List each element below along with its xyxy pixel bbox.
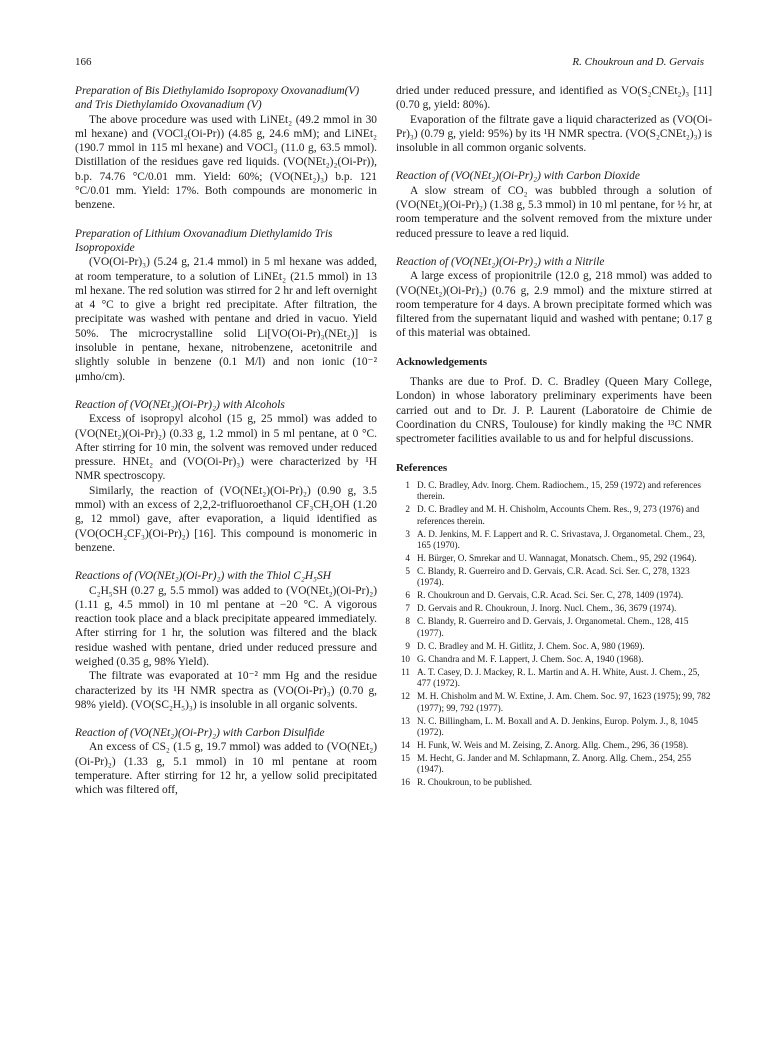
reference-number: 11 bbox=[401, 666, 410, 677]
reference-text: A. D. Jenkins, M. F. Lappert and R. C. Srivastava, J. Organometal. Chem., 23, 165 (1970). bbox=[417, 528, 705, 551]
reference-text: H. Funk, W. Weis and M. Zeising, Z. Anorg. Allg. Chem., 296, 36 (1958). bbox=[417, 740, 689, 751]
section-title: Reaction of (VO(NEt₂)(Oi-Pr)₂) with Carbon Dioxide bbox=[396, 170, 640, 183]
paragraph: A slow stream of CO₂ was bubbled through a solution of (VO(NEt₂)(Oi-Pr)₂) (1.38 g, 5.3 mmol) in 10 ml pentane, for ½ hr, at room temperature and the solvent removed from the mixture under reduced pressure to leave a red liquid. bbox=[396, 184, 712, 240]
reference-text: A. T. Casey, D. J. Mackey, R. L. Martin and A. H. White, Aust. J. Chem., 25, 477 (1972). bbox=[417, 666, 700, 689]
paragraph: The filtrate was evaporated at 10⁻² mm Hg and the residue characterized by its ¹H NMR spectra as (VO(Oi-Pr)₃) (0.70 g, 98% yield). (VO(SC₂H₅)₃) is insoluble in all organic solvents. bbox=[75, 670, 377, 711]
paragraph: dried under reduced pressure, and identified as VO(S₂CNEt₂)₃ [11] (0.70 g, yield: 80%). bbox=[396, 85, 712, 112]
reference-text: R. Choukroun and D. Gervais, C.R. Acad. Sci. Ser. C, 278, 1409 (1974). bbox=[417, 590, 684, 601]
page-number: 166 bbox=[75, 56, 92, 68]
reference-text: H. Bürger, O. Smrekar and U. Wannagat, Monatsch. Chem., 95, 292 (1964). bbox=[417, 553, 697, 564]
reference-item bbox=[396, 553, 712, 564]
reference-number: 2 bbox=[405, 504, 410, 515]
right-column bbox=[396, 84, 712, 790]
section-bis-diethylamido bbox=[75, 84, 377, 213]
reference-text: R. Choukroun, to be published. bbox=[417, 777, 533, 788]
section-title: Reaction of (VO(NEt₂)(Oi-Pr)₂) with Alcohols bbox=[75, 398, 285, 411]
section-carbon-disulfide bbox=[75, 726, 377, 797]
reference-number: 3 bbox=[405, 528, 410, 539]
section-alcohols bbox=[75, 398, 377, 555]
paragraph: Evaporation of the filtrate gave a liquid characterized as (VO(Oi-Pr)₃) (0.79 g, yield: 95%) by its ¹H NMR spectra. (VO(S₂CNEt₂)₃) is insoluble in all common organic solvents. bbox=[396, 113, 712, 155]
section-title: Preparation of Lithium Oxovanadium Diethylamido Tris Isopropoxide bbox=[75, 227, 333, 254]
section-nitrile bbox=[396, 255, 712, 341]
reference-number: 10 bbox=[400, 653, 410, 664]
section-title: Reactions of (VO(NEt₂)(Oi-Pr)₂) with the Thiol C₂H₅SH bbox=[75, 570, 331, 583]
reference-text: N. C. Billingham, L. M. Boxall and A. D. Jenkins, Europ. Polym. J., 8, 1045 (1972). bbox=[417, 715, 698, 738]
reference-number: 9 bbox=[405, 640, 410, 651]
references-list bbox=[396, 480, 712, 789]
acknowledgements-heading: Acknowledgements bbox=[396, 355, 488, 368]
reference-text: C. Blandy, R. Guerreiro and D. Gervais, C.R. Acad. Sci. Ser. C, 278, 1323 (1974). bbox=[417, 566, 690, 588]
reference-item bbox=[396, 716, 712, 739]
reference-number: 15 bbox=[400, 753, 410, 764]
reference-number: 14 bbox=[400, 740, 410, 751]
reference-number: 5 bbox=[405, 566, 410, 577]
reference-number: 4 bbox=[405, 553, 410, 564]
section-acknowledgements bbox=[396, 355, 712, 447]
running-head: R. Choukroun and D. Gervais bbox=[572, 56, 704, 68]
reference-item bbox=[396, 529, 712, 552]
paragraph: An excess of CS₂ (1.5 g, 19.7 mmol) was added to (VO(NEt₂)(Oi-Pr)₂) (1.33 g, 5.1 mmol) in 10 ml pentane at room temperature. After stirring for 12 hr, a yellow solid precipitated which was filtered off, bbox=[75, 741, 377, 797]
section-lithium-oxovanadium bbox=[75, 227, 377, 384]
paragraph: A large excess of propionitrile (12.0 g, 218 mmol) was added to (VO(NEt₂)(Oi-Pr)₂) (0.76 g, 2.9 mmol) and the mixture stirred at room temperature for 4 days. A brown precipitate formed which was filtered from the supernatant liquid and washed with pentane; 0.17 g of this material was obtained. bbox=[396, 270, 712, 340]
reference-text: G. Chandra and M. F. Lappert, J. Chem. Soc. A, 1940 (1968). bbox=[417, 653, 644, 664]
references-section bbox=[396, 461, 712, 789]
section-thiol bbox=[75, 569, 377, 712]
reference-item bbox=[396, 654, 712, 665]
reference-item bbox=[396, 566, 712, 589]
reference-number: 8 bbox=[405, 616, 410, 627]
reference-number: 6 bbox=[405, 590, 410, 601]
paragraph: Excess of isopropyl alcohol (15 g, 25 mmol) was added to (VO(NEt₂)(Oi-Pr)₂) (0.33 g, 1.2 mmol) in 5 ml pentane, at 0 °C. After stirring for 10 min, the solvent was removed under reduced pressure. HNEt₂ and (VO(Oi-Pr)₃) were characterized by ¹H NMR spectroscopy. bbox=[75, 413, 377, 483]
reference-text: D. C. Bradley and M. H. Gitlitz, J. Chem. Soc. A, 980 (1969). bbox=[417, 640, 645, 651]
references-heading: References bbox=[396, 461, 448, 474]
reference-item bbox=[396, 777, 712, 788]
reference-text: D. C. Bradley, Adv. Inorg. Chem. Radiochem., 15, 259 (1972) and references therein. bbox=[417, 479, 701, 502]
reference-number: 1 bbox=[405, 479, 410, 490]
section-title: Reaction of (VO(NEt₂)(Oi-Pr)₂) with a Nitrile bbox=[396, 255, 605, 268]
paragraph: C₂H₅SH (0.27 g, 5.5 mmol) was added to (VO(NEt₂)(Oi-Pr)₂) (1.11 g, 4.5 mmol) in 10 ml pentane at −20 °C. A vigorous reaction took place and a black precipitate appeared immediately. After stirring for 1 hr, the solution was filtered and the black residue washed with pentane, dried under reduced pressure and weighed (0.35 g, 98% Yield). bbox=[75, 584, 377, 668]
reference-item bbox=[396, 740, 712, 751]
reference-text: C. Blandy, R. Guerreiro and D. Gervais, J. Organometal. Chem., 128, 415 (1977). bbox=[417, 616, 689, 638]
section-title: Reaction of (VO(NEt₂)(Oi-Pr)₂) with Carbon Disulfide bbox=[75, 727, 325, 740]
acknowledgements-text: Thanks are due to Prof. D. C. Bradley (Queen Mary College, London) in whose laboratory preliminary experiments have been carried out and to Dr. J. P. Laurent (Laboratoire de Chimie de Coordination du CNRS, Toulouse) for kindly making the ¹³C NMR spectrometer facilities available to us and for helpful discussions. bbox=[396, 376, 712, 446]
reference-item bbox=[396, 753, 712, 776]
reference-item bbox=[396, 504, 712, 527]
left-column bbox=[75, 84, 377, 812]
paragraph: Similarly, the reaction of (VO(NEt₂)(Oi-Pr)₂) (0.90 g, 3.5 mmol) with an excess of 2,2,2-trifluoroethanol CF₃CH₂OH (1.20 g, 12 mmol) gave, after evaporation, a liquid identified as (VO(OCH₂CF₃)(Oi-Pr)₂) [16]. This compound is monomeric in benzene. bbox=[75, 484, 377, 554]
reference-item bbox=[396, 691, 712, 714]
section-continuation bbox=[396, 84, 712, 155]
reference-number: 16 bbox=[400, 777, 410, 788]
reference-text: M. H. Chisholm and M. W. Extine, J. Am. Chem. Soc. 97, 1623 (1975); 99, 782 (1977); 99, 792 (1977). bbox=[417, 691, 711, 713]
reference-item bbox=[396, 480, 712, 503]
reference-number: 13 bbox=[400, 715, 410, 726]
reference-text: D. C. Bradley and M. H. Chisholm, Accounts Chem. Res., 9, 273 (1976) and references therein. bbox=[417, 504, 700, 526]
reference-number: 12 bbox=[400, 691, 410, 702]
reference-item bbox=[396, 616, 712, 639]
paragraph: (VO(Oi-Pr)₃) (5.24 g, 21.4 mmol) in 5 ml hexane was added, at room temperature, to a solution of LiNEt₂ (21.5 mmol) in 13 ml hexane. The red solution was stirred for 2 hr and left overnight at 4 °C to give a bright red precipitate. After filtration, the precipitate was washed with pentane and dried in vacuo. Yield 50%. The microcrystalline solid Li[VO(Oi-Pr)₃(NEt₂)] is insoluble in pentane, hexane, nitrobenzene, acetonitrile and slightly soluble in benzene (0.1 M/l) and non ionic (10⁻² μmho/cm). bbox=[75, 256, 377, 383]
section-carbon-dioxide bbox=[396, 169, 712, 240]
reference-item bbox=[396, 667, 712, 690]
section-title: Preparation of Bis Diethylamido Isopropoxy Oxovanadium(V) and Tris Diethylamido Oxovanadium (V) bbox=[75, 85, 360, 112]
reference-text: D. Gervais and R. Choukroun, J. Inorg. Nucl. Chem., 36, 3679 (1974). bbox=[417, 603, 677, 614]
paragraph: The above procedure was used with LiNEt₂ (49.2 mmol in 30 ml hexane) and (VOCl₂(Oi-Pr)) (4.85 g, 24.6 mM); and LiNEt₂ (190.7 mmol in 115 ml hexane) and VOCl₃ (11.0 g, 63.5 mmol). Distillation of the residues gave red liquids. (VO(NEt₂)₂(Oi-Pr)), b.p. 74.76 °C/0.01 mm. Yield: 60%; (VO(NEt₂)₃) b.p. 121 °C/0.01 mm. Yield: 17%. Both compounds are monomeric in benzene. bbox=[75, 113, 377, 212]
reference-number: 7 bbox=[405, 603, 410, 614]
reference-item bbox=[396, 590, 712, 601]
reference-item bbox=[396, 641, 712, 652]
reference-text: M. Hecht, G. Jander and M. Schlapmann, Z. Anorg. Allg. Chem., 254, 255 (1947). bbox=[417, 753, 692, 775]
reference-item bbox=[396, 603, 712, 614]
